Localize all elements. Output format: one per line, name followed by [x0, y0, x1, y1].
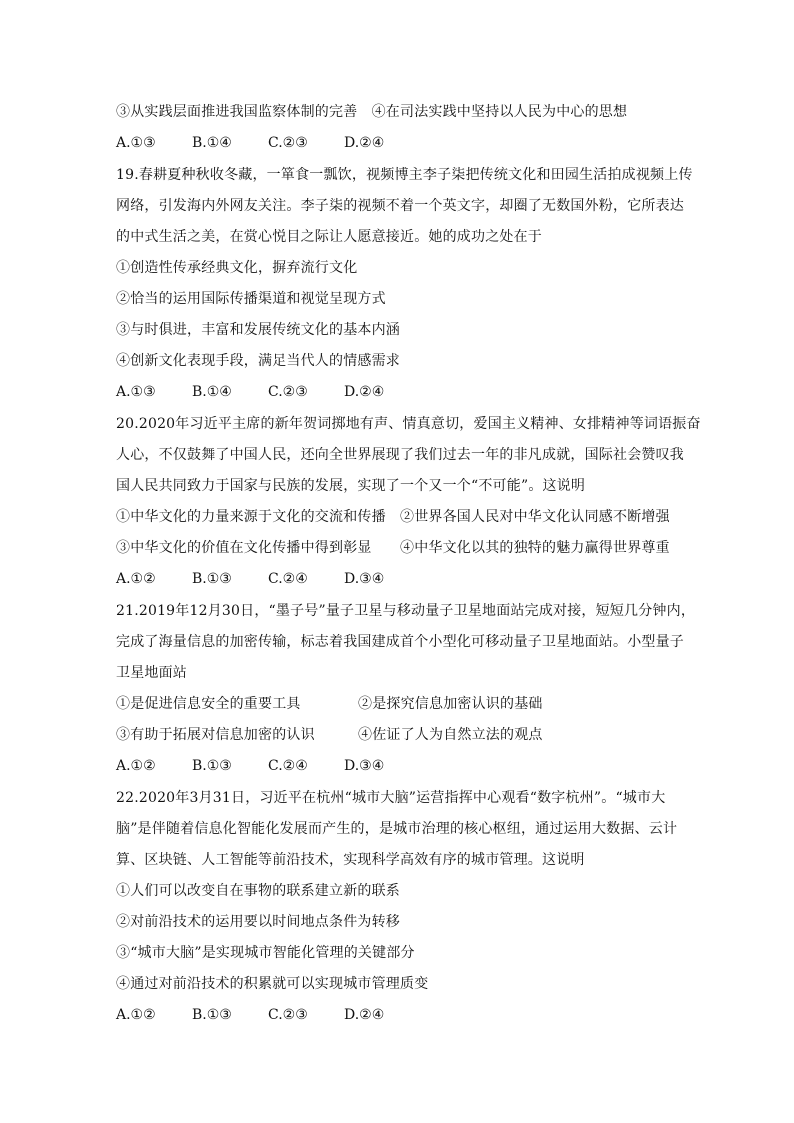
q18-option-c: C.②③ [268, 135, 308, 151]
q20-option-b: B.①③ [192, 571, 232, 587]
q21-stem-line: 21.2019年12月30日，“墨子号”量子卫星与移动量子卫星地面站完成对接，短短几分钟内， [116, 603, 696, 619]
q22-statement: ④通过对前沿技术的积累就可以实现城市管理质变 [116, 976, 429, 992]
q20-option-a: A.①② [116, 571, 156, 587]
q21-statement-row [116, 694, 706, 714]
q22-option-d: D.②④ [344, 1007, 385, 1023]
q20-option-c: C.②④ [268, 571, 308, 587]
q22-statement: ③“城市大脑”是实现城市智能化管理的关键部分 [116, 945, 415, 961]
q21-statement: ②是探究信息加密认识的基础 [358, 696, 543, 712]
q21-statement: ④佐证了人为自然立法的观点 [358, 727, 543, 743]
q19-statement: ④创新文化表现手段，满足当代人的情感需求 [116, 353, 400, 369]
q21-options [116, 756, 420, 776]
q22-statement: ②对前沿技术的运用要以时间地点条件为转移 [116, 914, 400, 930]
q18-statements: ③从实践层面推进我国监察体制的完善 ④在司法实践中坚持以人民为中心的思想 [116, 104, 628, 120]
q19-statement: ③与时俱进，丰富和发展传统文化的基本内涵 [116, 322, 400, 338]
q19-stem-line: 19.春耕夏种秋收冬藏，一箪食一瓢饮，视频博主李子柒把传统文化和田园生活拍成视频上传 [116, 167, 693, 183]
q22-option-a: A.①② [116, 1007, 156, 1023]
q19-option-b: B.①④ [192, 384, 232, 400]
q19-stem-line: 的中式生活之美，在赏心悦目之际让人愿意接近。她的成功之处在于 [116, 229, 542, 245]
q21-stem-line: 卫星地面站 [116, 665, 187, 681]
q21-statement: ③有助于拓展对信息加密的认识 [116, 727, 315, 743]
q20-statement-row [116, 538, 706, 558]
q18-options [116, 133, 420, 153]
q20-statement: ④中华文化以其的独特的魅力赢得世界尊重 [400, 540, 670, 556]
q21-option-d: D.③④ [344, 758, 385, 774]
q20-stem-line: 国人民共同致力于国家与民族的发展，实现了一个又一个“不可能”。这说明 [116, 478, 586, 494]
q21-stem-line: 完成了海量信息的加密传输，标志着我国建成首个小型化可移动量子卫星地面站。小型量子 [116, 634, 684, 650]
q19-options [116, 382, 420, 402]
q22-stem-line: 脑”是伴随着信息化智能化发展而产生的，是城市治理的核心枢纽，通过运用大数据、云计 [116, 821, 678, 837]
q22-statement: ①人们可以改变自在事物的联系建立新的联系 [116, 883, 400, 899]
q19-stem-line: 网络，引发海内外网友关注。李子柒的视频不着一个英文字，却圈了无数国外粉，它所表达 [116, 198, 684, 214]
q21-option-b: B.①③ [192, 758, 232, 774]
q20-stem-line: 20.2020年习近平主席的新年贺词掷地有声、情真意切，爱国主义精神、女排精神等词语振奋 [116, 416, 701, 432]
q18-option-b: B.①④ [192, 135, 232, 151]
q20-stem-line: 人心，不仅鼓舞了中国人民，还向全世界展现了我们过去一年的非凡成就，国际社会赞叹我 [116, 447, 684, 463]
q20-statement: ②世界各国人民对中华文化认同感不断增强 [400, 509, 670, 525]
q22-option-b: B.①③ [192, 1007, 232, 1023]
q21-option-c: C.②④ [268, 758, 308, 774]
q20-options [116, 569, 420, 589]
q21-statement-row [116, 725, 706, 745]
q22-stem-line: 22.2020年3月31日，习近平在杭州“城市大脑”运营指挥中心观看“数字杭州”。“城市大 [116, 790, 666, 806]
q19-option-c: C.②③ [268, 384, 308, 400]
q19-statement: ①创造性传承经典文化，摒弃流行文化 [116, 260, 358, 276]
q21-statement: ①是促进信息安全的重要工具 [116, 696, 301, 712]
q22-options [116, 1005, 420, 1025]
q22-stem-line: 算、区块链、人工智能等前沿技术，实现科学高效有序的城市管理。这说明 [116, 852, 585, 868]
q20-statement: ③中华文化的价值在文化传播中得到彰显 [116, 540, 372, 556]
q19-option-a: A.①③ [116, 384, 156, 400]
q18-option-a: A.①③ [116, 135, 156, 151]
q21-option-a: A.①② [116, 758, 156, 774]
q19-statement: ②恰当的运用国际传播渠道和视觉呈现方式 [116, 291, 386, 307]
q20-statement: ①中华文化的力量来源于文化的交流和传播 [116, 509, 386, 525]
q18-option-d: D.②④ [344, 135, 385, 151]
q19-option-d: D.②④ [344, 384, 385, 400]
q20-option-d: D.③④ [344, 571, 385, 587]
q20-statement-row [116, 507, 706, 527]
q22-option-c: C.②③ [268, 1007, 308, 1023]
